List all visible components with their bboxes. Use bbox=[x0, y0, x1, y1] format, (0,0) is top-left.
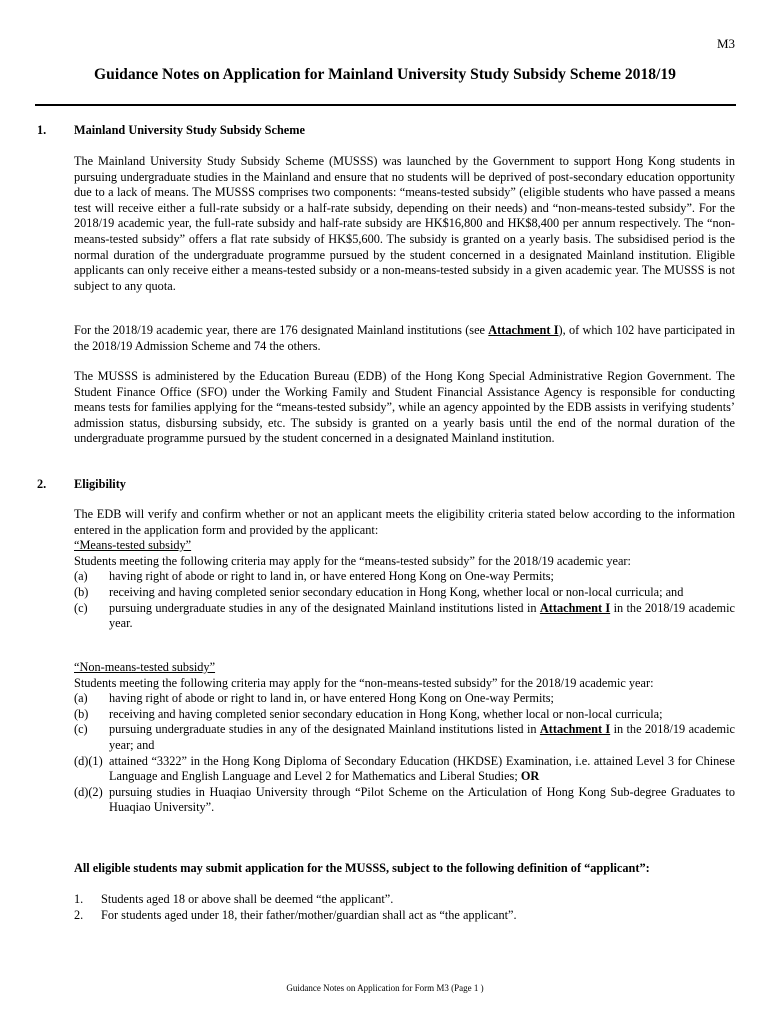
section-1-number: 1. bbox=[37, 123, 47, 137]
section-2-number: 2. bbox=[37, 477, 47, 491]
paragraph-text: The MUSSS is administered by the Education Bureau (EDB) of the Hong Kong Special Administrative Region Government. The Student Finance Office (SFO) under the Working Family and Student Financial Assistance Agency is responsible for conducting means tests for families applying for the “means-tested subsidy”, while an agency appointed by the EDB assists in verifying students’ admission status, disbursing subsidy, etc. The subsidy is granted on a yearly basis until the end of the normal duration of the undergraduate programme pursued by the student concerned in a designated Mainland institution. bbox=[74, 369, 735, 446]
non-means-tested-lead: Students meeting the following criteria may apply for the “non-means-tested subsidy” for the 2018/19 academic year: bbox=[74, 675, 654, 690]
attachment-reference: Attachment I bbox=[488, 323, 559, 337]
list-item bbox=[74, 754, 735, 785]
section-1-paragraph-3 bbox=[74, 369, 735, 447]
list-text: Students aged 18 or above shall be deemed “the applicant”. bbox=[101, 892, 394, 906]
non-means-tested-title: “Non-means-tested subsidy” bbox=[74, 660, 216, 674]
list-marker: (a) bbox=[74, 691, 88, 706]
attachment-reference: Attachment I bbox=[539, 722, 611, 737]
list-text: having right of abode or right to land in, or have entered Hong Kong on One-way Permits; bbox=[109, 691, 554, 706]
list-marker: (c) bbox=[74, 600, 88, 615]
list-item bbox=[74, 707, 735, 723]
section-1-paragraph-1 bbox=[74, 154, 735, 294]
list-text bbox=[109, 754, 735, 784]
list-item bbox=[74, 585, 735, 601]
applicant-definition-note: All eligible students may submit application for the MUSSS, subject to the following definition of “applicant”: bbox=[74, 861, 650, 875]
list-text: receiving and having completed senior secondary education in Hong Kong, whether local or non-local curricula; bbox=[109, 706, 663, 721]
means-tested-lead: Students meeting the following criteria may apply for the “means-tested subsidy” for the 2018/19 academic year: bbox=[74, 553, 631, 568]
paragraph-text bbox=[74, 323, 735, 354]
list-text bbox=[109, 601, 735, 631]
eligibility-intro: The EDB will verify and confirm whether or not an applicant meets the eligibility criteria stated below according to the information entered in the application form and provided by the applicant: bbox=[74, 507, 735, 537]
list-text: pursuing studies in Huaqiao University through “Pilot Scheme on the Articulation of Hong Kong Sub-degree Graduates to Huaqiao University”. bbox=[109, 784, 735, 815]
list-text bbox=[109, 722, 735, 752]
list-item bbox=[74, 908, 735, 924]
list-text: having right of abode or right to land in, or have entered Hong Kong on One-way Permits; bbox=[109, 569, 554, 584]
page-footer: Guidance Notes on Application for Form M3 (Page 1 ) bbox=[286, 983, 484, 993]
or-keyword: OR bbox=[520, 769, 540, 784]
section-1-heading: Mainland University Study Subsidy Scheme bbox=[74, 123, 305, 137]
list-marker: (b) bbox=[74, 706, 89, 721]
list-item bbox=[74, 569, 735, 585]
list-marker: (b) bbox=[74, 584, 89, 599]
list-text: For students aged under 18, their father/mother/guardian shall act as “the applicant”. bbox=[101, 907, 517, 922]
section-1-paragraph-2 bbox=[74, 323, 735, 354]
list-marker: 1. bbox=[74, 892, 84, 906]
text-span: ), of which 102 have participated in the 2018/19 Admission Scheme and 74 the others. bbox=[74, 323, 736, 353]
paragraph-text: The Mainland University Study Subsidy Scheme (MUSSS) was launched by the Government to support Hong Kong students in pursuing undergraduate studies in the Mainland and ensure that no students will be deprived of post-secondary education opportunity due to a lack of means. The MUSSS comprises two components: “means-tested subsidy” (eligible students who have passed a means test will receive either a full-rate subsidy or a half-rate subsidy, depending on their needs) and “non-means-tested subsidy”. For the 2018/19 academic year, the full-rate subsidy and half-rate subsidy are HK$16,800 and HK$8,400 per annum respectively. The “non-means-tested subsidy” offers a flat rate subsidy of HK$5,600. The subsidy is granted on a yearly basis. The subsidised period is the normal duration of the undergraduate programme pursued by the student concerned in a designated Mainland institution. Eligible applicants can only receive either a means-tested subsidy or a non-means-tested subsidy in a given academic year. The MUSSS is not subject to any quota. bbox=[74, 154, 735, 293]
list-marker: (d)(1) bbox=[74, 753, 103, 768]
list-text: receiving and having completed senior secondary education in Hong Kong, whether local or non-local curricula; and bbox=[109, 584, 684, 599]
form-code: M3 bbox=[716, 36, 735, 51]
title-divider bbox=[35, 104, 736, 106]
attachment-reference: Attachment I bbox=[539, 600, 611, 615]
section-2-heading: Eligibility bbox=[74, 477, 126, 491]
list-marker: (c) bbox=[74, 722, 88, 737]
list-marker: 2. bbox=[74, 907, 84, 922]
list-marker: (d)(2) bbox=[74, 784, 103, 799]
list-item bbox=[74, 601, 735, 632]
means-tested-title: “Means-tested subsidy” bbox=[74, 538, 192, 553]
text-span: pursuing undergraduate studies in any of the designated Mainland institutions listed in bbox=[109, 600, 540, 615]
section-2-body bbox=[74, 507, 735, 632]
text-span: in the 2018/19 academic year. bbox=[109, 600, 735, 631]
text-span: For the 2018/19 academic year, there are 176 designated Mainland institutions (see bbox=[74, 323, 489, 337]
text-span: in the 2018/19 academic year; and bbox=[109, 722, 735, 752]
text-span: attained “3322” in the Hong Kong Diploma of Secondary Education (HKDSE) Examination, i.e. attained Level 3 for Chinese Language and English Language and Level 2 for Mathematics and Liberal Studies; bbox=[109, 753, 735, 784]
list-marker: (a) bbox=[74, 569, 88, 584]
list-item bbox=[74, 722, 735, 753]
list-item bbox=[74, 785, 735, 816]
text-span: pursuing undergraduate studies in any of the designated Mainland institutions listed in bbox=[109, 722, 540, 737]
applicant-list bbox=[74, 892, 735, 923]
page-title: Guidance Notes on Application for Mainland University Study Subsidy Scheme 2018/19 bbox=[94, 66, 676, 83]
list-item bbox=[74, 892, 735, 908]
list-item bbox=[74, 691, 735, 707]
non-means-tested-block bbox=[74, 660, 735, 816]
